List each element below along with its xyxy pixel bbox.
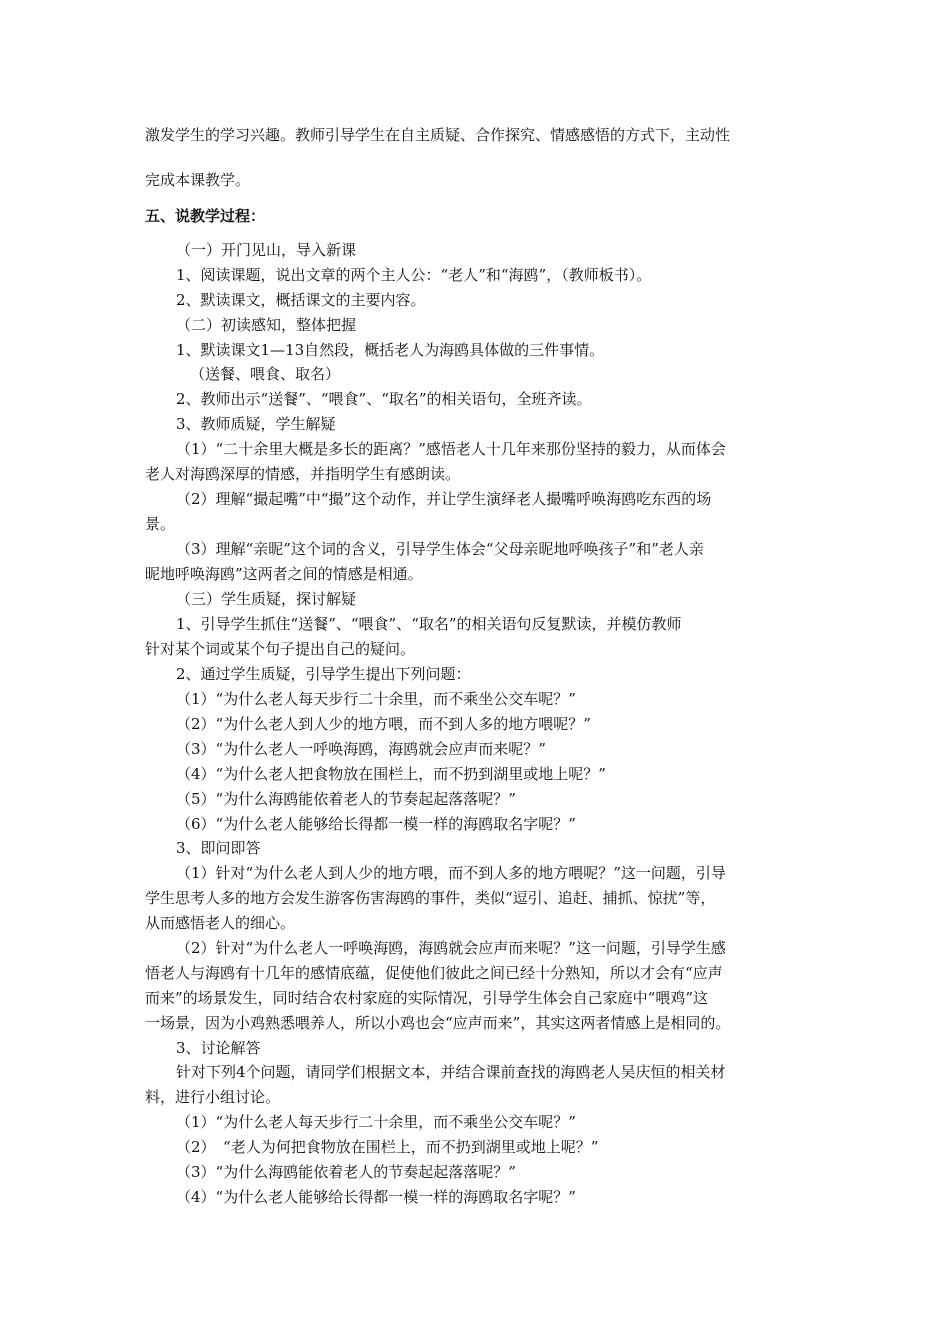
question-item: （2）“为什么老人到人少的地方喂，而不到人多的地方喂呢？” xyxy=(176,715,591,733)
answer-2-line-2: 悟老人与海鸥有十几年的感情底蕴，促使他们彼此之间已经十分熟知，所以才会有“应声 xyxy=(145,964,723,982)
discuss-line-1: 针对下列4个问题，请同学们根据文本，并结合课前查找的海鸥老人吴庆恒的相关材 xyxy=(176,1063,726,1081)
question-item: （5）“为什么海鸥能依着老人的节奏起起落落呢？” xyxy=(176,790,516,808)
part2-item-2: 2、教师出示“送餐”、“喂食”、“取名”的相关语句，全班齐读。 xyxy=(176,390,592,408)
question-item: （3）“为什么老人一呼唤海鸥，海鸥就会应声而来呢？” xyxy=(176,740,546,758)
discuss-question: （1）“为什么老人每天步行二十余里，而不乘坐公交车呢？” xyxy=(176,1113,576,1131)
answer-1-line-3: 从而感悟老人的细心。 xyxy=(145,914,296,932)
question-item: （1）“为什么老人每天步行二十余里，而不乘坐公交车呢？” xyxy=(176,690,576,708)
part2-q2-line-1: （2）理解“撮起嘴”中“撮”这个动作，并让学生演绎老人撮嘴呼唤海鸥吃东西的场 xyxy=(176,490,712,508)
part2-q3-line-1: （3）理解“亲昵”这个词的含义，引导学生体会“父母亲昵地呼唤孩子”和”老人亲 xyxy=(176,540,704,558)
question-item: （6）“为什么老人能够给长得都一模一样的海鸥取名字呢？” xyxy=(176,815,576,833)
part2-item-1: 1、默读课文1—13自然段，概括老人为海鸥具体做的三件事情。 xyxy=(176,341,605,359)
intro-line-2: 完成本课教学。 xyxy=(145,171,251,189)
answer-2-line-1: （2）针对“为什么老人一呼唤海鸥，海鸥就会应声而来呢？”这一问题，引导学生感 xyxy=(176,939,726,957)
part2-q3-line-2: 昵地呼唤海鸥”这两者之间的情感是相通。 xyxy=(145,565,423,583)
part3-item-4: 3、讨论解答 xyxy=(176,1039,261,1057)
part3-title: （三）学生质疑，探讨解疑 xyxy=(176,590,357,608)
part2-q1-line-2: 老人对海鸥深厚的情感，并指明学生有感朗读。 xyxy=(145,465,461,483)
intro-line-1: 激发学生的学习兴趣。教师引导学生在自主质疑、合作探究、情感感悟的方式下，主动性 xyxy=(145,126,731,144)
answer-2-line-4: 一场景，因为小鸡熟悉喂养人，所以小鸡也会“应声而来”，其实这两者情感上是相同的。 xyxy=(145,1014,731,1032)
question-item: （4）“为什么老人把食物放在围栏上，而不扔到湖里或地上呢？” xyxy=(176,765,606,783)
answer-2-line-3: 而来”的场景发生，同时结合农村家庭的实际情况，引导学生体会自己家庭中“喂鸡”这 xyxy=(145,989,709,1007)
answer-1-line-2: 学生思考人多的地方会发生游客伤害海鸥的事件，类似“逗引、追赶、捕抓、惊扰”等， xyxy=(145,889,716,907)
part1-item-2: 2、默读课文，概括课文的主要内容。 xyxy=(176,291,426,309)
part2-item-1-answer: （送餐、喂食、取名） xyxy=(190,365,341,383)
part3-item-3: 3、即问即答 xyxy=(176,839,261,857)
discuss-line-2: 料，进行小组讨论。 xyxy=(145,1088,281,1106)
answer-1-line-1: （1）针对“为什么老人到人少的地方喂，而不到人多的地方喂呢？”这一问题，引导 xyxy=(176,864,726,882)
section-title: 五、说教学过程： xyxy=(145,207,266,225)
part1-title: （一）开门见山，导入新课 xyxy=(176,241,357,259)
part3-item-1-line-2: 针对某个词或某个句子提出自己的疑问。 xyxy=(145,640,416,658)
discuss-question: （3）“为什么海鸥能依着老人的节奏起起落落呢？” xyxy=(176,1163,516,1181)
part2-title: （二）初读感知，整体把握 xyxy=(176,316,357,334)
discuss-question: （4）“为什么老人能够给长得都一模一样的海鸥取名字呢？” xyxy=(176,1188,576,1206)
part2-q1-line-1: （1）“二十余里大概是多长的距离？”感悟老人十几年来那份坚持的毅力，从而体会 xyxy=(176,440,726,458)
part3-item-1-line-1: 1、引导学生抓住“送餐”、“喂食”、“取名”的相关语句反复默读，并模仿教师 xyxy=(176,615,682,633)
part3-item-2: 2、通过学生质疑，引导学生提出下列问题： xyxy=(176,665,471,683)
part1-item-1: 1、阅读课题，说出文章的两个主人公：“老人”和“海鸥”，（教师板书）。 xyxy=(176,266,652,284)
discuss-question: （2） “老人为何把食物放在围栏上，而不扔到湖里或地上呢？” xyxy=(176,1138,599,1156)
part2-q2-line-2: 景。 xyxy=(145,515,176,533)
part2-item-3: 3、教师质疑，学生解疑 xyxy=(176,415,336,433)
